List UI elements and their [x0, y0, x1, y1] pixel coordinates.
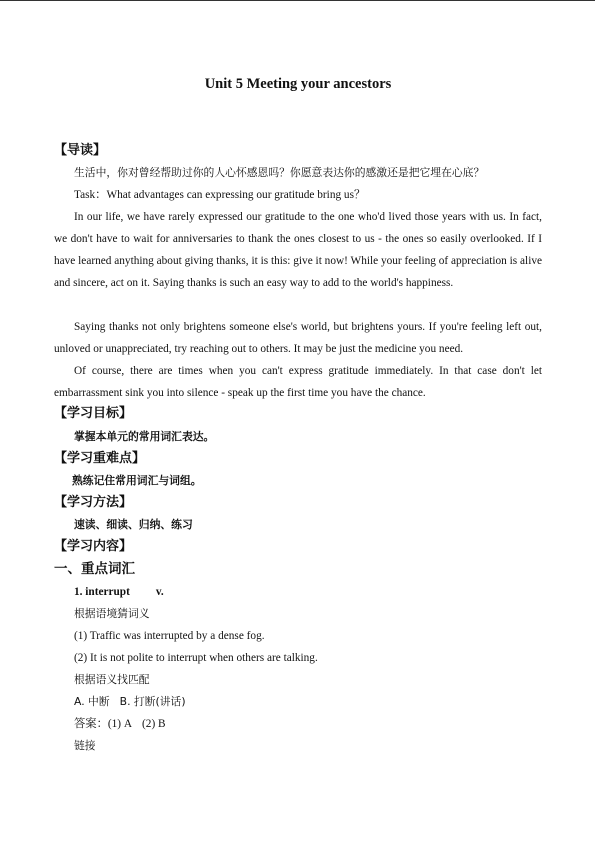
top-rule	[0, 0, 595, 1]
keypoints-text: 熟练记住常用词汇与词组。	[72, 474, 202, 487]
option-a: A. 中断	[74, 695, 110, 708]
answer-line	[74, 716, 166, 732]
guide-question: 生活中，你对曾经帮助过你的人心怀感恩吗？你愿意表达你的感激还是把它埋在心底？	[74, 166, 485, 179]
methods-heading: 【学习方法】	[54, 495, 133, 510]
example-1: (1) Traffic was interrupted by a dense fog.	[74, 630, 265, 642]
keypoints-heading: 【学习重难点】	[54, 451, 146, 466]
link-label: 链接	[74, 739, 96, 752]
guide-paragraph-3: Of course, there are times when you can't express gratitude immediately. In that case don't let embarrassment sink you into silence - speak up the first time you have the chance.	[54, 365, 542, 399]
methods-text: 速读、细读、归纳、练习	[74, 518, 193, 531]
vocab-heading: 一、重点词汇	[54, 561, 135, 577]
option-b: B. 打断(讲话)	[119, 695, 186, 708]
content-heading: 【学习内容】	[54, 539, 133, 554]
guess-label: 根据语境猜词义	[74, 607, 150, 620]
answer-a: 答案：(1) A	[74, 718, 133, 730]
guide-paragraph-2: Saying thanks not only brightens someone else's world, but brightens yours. If you're feeling left out, unloved or unappreciated, try reaching out to others. It may be just the medicine you need.	[54, 321, 542, 355]
vocab-word: 1. interrupt	[74, 586, 130, 598]
options-line	[74, 694, 186, 710]
guide-task: Task：What advantages can expressing our gratitude bring us？	[74, 189, 366, 201]
goals-text: 掌握本单元的常用词汇表达。	[74, 430, 215, 443]
guide-heading: 【导读】	[54, 143, 107, 158]
match-label: 根据语义找匹配	[74, 673, 150, 686]
vocab-item-1	[74, 584, 164, 600]
vocab-pos: v.	[155, 586, 164, 598]
page-title: Unit 5 Meeting your ancestors	[204, 76, 392, 92]
guide-paragraph-1: In our life, we have rarely expressed our gratitude to the one who'd lived those years with us. In fact, we don't have to wait for anniversaries to thank the ones closest to us - the ones so easily overlooked. If I have learned anything about giving thanks, it is this: give it now! While your feeling of appreciation is alive and sincere, act on it. Saying thanks is such an easy way to add to the world's happiness.	[54, 211, 542, 289]
example-2: (2) It is not polite to interrupt when others are talking.	[74, 652, 318, 664]
goals-heading: 【学习目标】	[54, 406, 133, 421]
answer-b: (2) B	[142, 718, 166, 730]
